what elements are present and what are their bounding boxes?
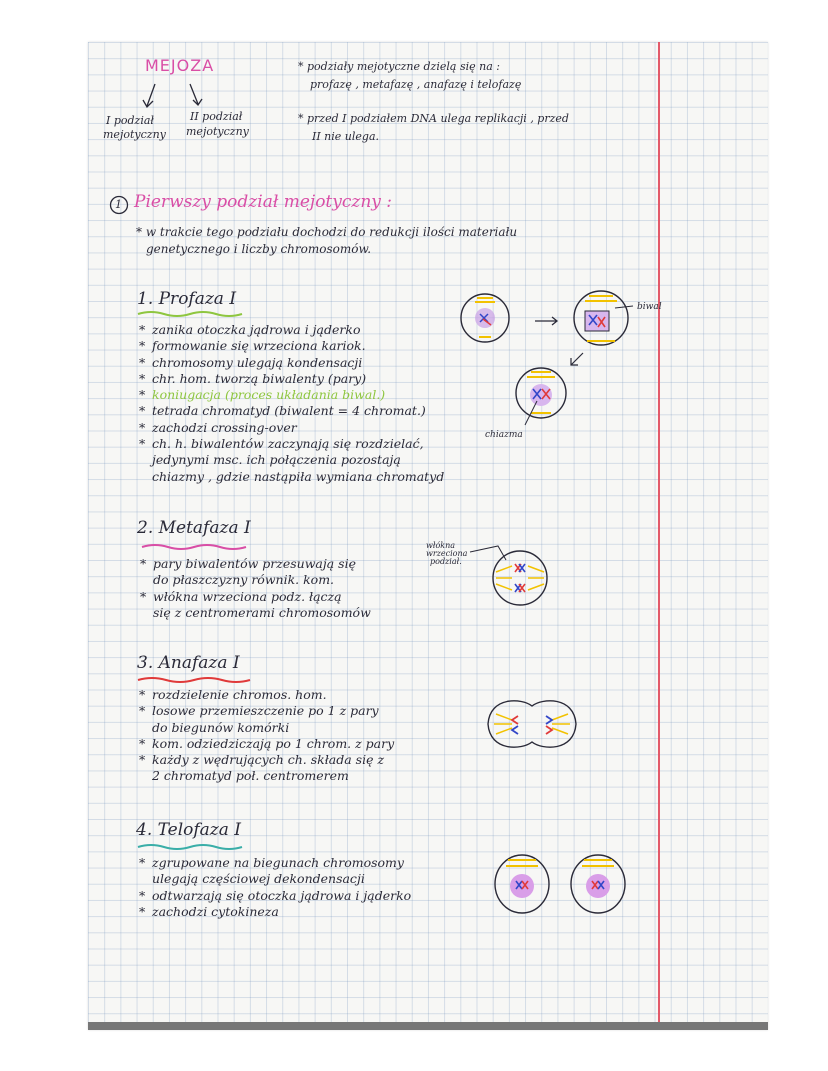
list-item: * pary biwalentów przesuwają się <box>140 556 356 571</box>
list-item: chiazmy , gdzie nastąpiła wymiana chromatyd <box>152 468 445 484</box>
cell-prophase-early <box>461 294 509 342</box>
list-item: do płaszczyzny równik. kom. <box>153 572 335 588</box>
daughter-cell-right <box>571 855 625 913</box>
phase-2-underline <box>140 543 260 551</box>
phase-2-title: 2. Metafaza I <box>137 518 251 538</box>
section-title: Pierwszy podział mejotyczny : <box>134 192 393 212</box>
list-item: * ch. h. biwalentów zaczynają się rozdzielać, <box>139 436 424 452</box>
list-item: * zachodzi cytokineza <box>139 903 279 919</box>
list-item: * zgrupowane na biegunach chromosomy <box>139 855 404 870</box>
label-wrzeciona: wrzeciona <box>426 549 468 558</box>
phase-4-list <box>139 855 411 920</box>
label-wlokna: włókna <box>426 541 456 550</box>
phase-2-list <box>140 556 371 621</box>
cell-prophase-chiasma <box>516 368 566 425</box>
label-podzial: podział. <box>430 557 462 566</box>
prophase-diagram <box>455 285 695 445</box>
branch-2-line-2: mejotyczny <box>186 125 249 138</box>
list-item: * włókna wrzeciona podz. łączą <box>140 588 342 604</box>
phase-3-list <box>139 687 394 785</box>
arrow-down-left-icon <box>571 353 583 365</box>
list-item: * każdy z wędrujących ch. składa się z <box>139 752 385 768</box>
branch-2-line-1: II podział <box>190 110 243 123</box>
anaphase-diagram <box>482 696 592 756</box>
list-item: * kom. odziedziczają po 1 chrom. z pary <box>139 735 395 751</box>
note-2-line-1: * przed I podziałem DNA ulega replikacji , przed <box>298 112 569 125</box>
list-item: ulegają częściowej dekondensacji <box>152 871 365 887</box>
metaphase-diagram <box>420 540 580 620</box>
list-item: * zanika otoczka jądrowa i jąderko <box>139 322 361 337</box>
note-2-line-2: II nie ulega. <box>312 130 380 143</box>
phase-4-title: 4. Telofaza I <box>136 820 242 840</box>
label-biwal: biwal <box>637 302 662 312</box>
page-edge <box>88 1022 768 1030</box>
list-item: * losowe przemieszczenie po 1 z pary <box>139 703 379 719</box>
intro-line-2: genetycznego i liczby chromosomów. <box>146 242 372 256</box>
list-item: jedynymi msc. ich połączenia pozostają <box>152 452 401 468</box>
phase-1-underline <box>136 310 256 318</box>
phase-1-title: 1. Profaza I <box>137 289 237 309</box>
intro-line-1: * w trakcie tego podziału dochodzi do redukcji ilości materiału <box>136 225 518 239</box>
phase-4-underline <box>136 843 256 851</box>
branch-1-line-1: I podział <box>106 114 154 127</box>
list-item: * odtwarzają się otoczka jądrowa i jąderko <box>139 887 412 903</box>
page-title: MEJOZA <box>145 56 215 75</box>
list-item: * formowanie się wrzeciona kariok. <box>139 338 366 354</box>
list-item: się z centromerami chromosomów <box>153 604 371 620</box>
list-item: * chr. hom. tworzą biwalenty (pary) <box>139 370 367 386</box>
list-item: * zachodzi crossing-over <box>139 419 297 435</box>
telophase-diagram <box>490 850 640 920</box>
branch-1-line-2: mejotyczny <box>103 128 166 141</box>
phase-3-underline <box>136 676 266 684</box>
note-1-line-2: profazę , metafazę , anafazę i telofazę <box>310 78 522 91</box>
list-item: 2 chromatyd poł. centromerem <box>152 768 349 784</box>
phase-1-list <box>139 322 444 485</box>
section-number: 1 <box>115 198 122 211</box>
list-item: * chromosomy ulegają kondensacji <box>139 354 363 370</box>
margin-line <box>658 42 660 1030</box>
note-1-line-1: * podziały mejotyczne dzielą się na : <box>298 60 500 73</box>
list-item: * rozdzielenie chromos. hom. <box>139 687 327 702</box>
phase-3-title: 3. Anafaza I <box>137 653 240 673</box>
list-item: * tetrada chromatyd (biwalent = 4 chromat.) <box>139 403 426 419</box>
label-chiazma: chiazma <box>485 430 523 440</box>
list-item: do biegunów komórki <box>152 719 290 735</box>
daughter-cell-left <box>495 855 549 913</box>
arrow-right-icon <box>535 317 557 325</box>
list-item: * koniugacja (proces układania biwal.) <box>139 387 386 403</box>
cell-prophase-bivalent <box>574 291 633 345</box>
